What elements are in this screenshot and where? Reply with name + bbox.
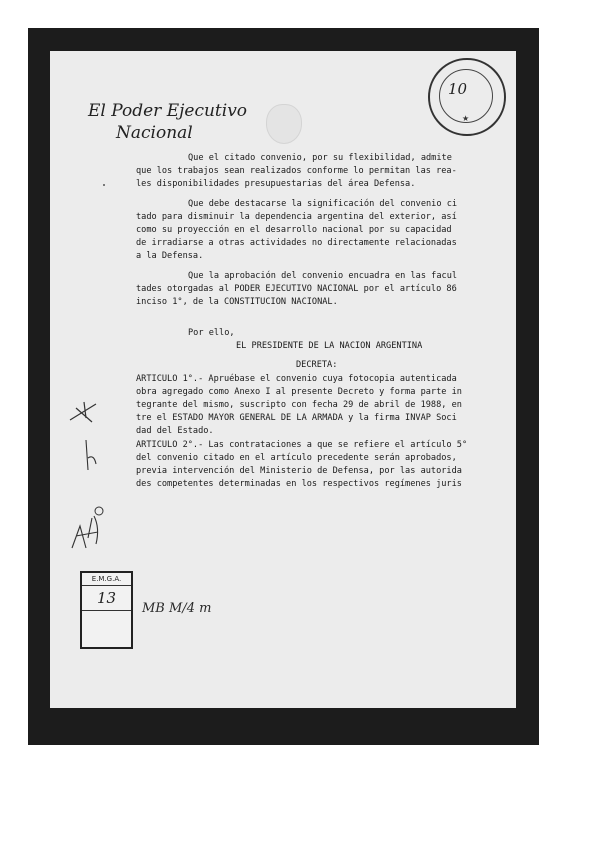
document-body bbox=[136, 152, 486, 491]
paragraph-line: Que el citado convenio, por su flexibilidad, admite bbox=[188, 153, 452, 163]
article-line: dad del Estado. bbox=[136, 426, 214, 437]
handwritten-marks bbox=[66, 398, 106, 588]
registry-number: 13 bbox=[82, 586, 131, 611]
handwritten-initials: MB M/4 m bbox=[142, 601, 212, 616]
article-line: del convenio citado en el artículo precedente serán aprobados, bbox=[136, 452, 457, 463]
paragraph-line: les disponibilidades presupuestarias del área Defensa. bbox=[136, 179, 416, 190]
star-icon: ★ bbox=[462, 114, 470, 123]
paragraph-line: tado para disminuir la dependencia argentina del exterior, así bbox=[136, 211, 457, 222]
decreta-heading: DECRETA: bbox=[296, 360, 338, 371]
margin-signature bbox=[72, 516, 98, 548]
paragraph-line: como su proyección en el desarrollo nacional por su capacidad bbox=[136, 224, 452, 235]
circular-stamp bbox=[428, 58, 506, 136]
por-ello: Por ello, bbox=[188, 328, 235, 339]
article-line: des competentes determinadas en los respectivos regímenes juris bbox=[136, 479, 462, 490]
paragraph-line: de irradiarse a otras actividades no directamente relacionadas bbox=[136, 238, 457, 249]
registry-box bbox=[80, 571, 133, 649]
article-line: tre el ESTADO MAYOR GENERAL DE LA ARMADA y la firma INVAP Soci bbox=[136, 413, 457, 424]
stamp-number: 10 bbox=[448, 80, 468, 98]
margin-scribble bbox=[70, 402, 96, 422]
letterhead-line1: El Poder Ejecutivo bbox=[88, 101, 248, 121]
margin-dot bbox=[103, 184, 105, 186]
paragraph-line: Que la aprobación del convenio encuadra en las facul bbox=[188, 270, 458, 281]
paragraph-line: tades otorgadas al PODER EJECUTIVO NACIONAL por el artículo 86 bbox=[136, 283, 457, 294]
margin-scribble bbox=[86, 440, 96, 470]
paragraph-line: que los trabajos sean realizados conforme lo permitan las rea- bbox=[136, 166, 457, 177]
paragraph-line: a la Defensa. bbox=[136, 251, 204, 262]
article-line: obra agregado como Anexo I al presente Decreto y forma parte in bbox=[136, 386, 462, 397]
article-line: tegrante del mismo, suscripto con fecha 29 de abril de 1988, en bbox=[136, 400, 462, 410]
article-line: ARTICULO 1°.- Apruébase el convenio cuya fotocopia autenticada bbox=[136, 373, 457, 384]
paragraph-line: Que debe destacarse la significación del convenio ci bbox=[188, 198, 458, 209]
article-line: ARTICULO 2°.- Las contrataciones a que se refiere el artículo 5° bbox=[136, 439, 468, 450]
embossed-seal bbox=[266, 104, 302, 144]
article-line: previa intervención del Ministerio de Defensa, por las autorida bbox=[136, 465, 462, 476]
letterhead-line2: Nacional bbox=[116, 123, 193, 143]
president-heading: EL PRESIDENTE DE LA NACION ARGENTINA bbox=[236, 341, 423, 352]
registry-header: E.M.G.A. bbox=[82, 573, 131, 586]
letterhead bbox=[88, 100, 247, 144]
paragraph-line: inciso 1°, de la CONSTITUCION NACIONAL. bbox=[136, 296, 338, 307]
margin-circle bbox=[95, 507, 103, 515]
registry-empty-cell bbox=[82, 611, 131, 647]
